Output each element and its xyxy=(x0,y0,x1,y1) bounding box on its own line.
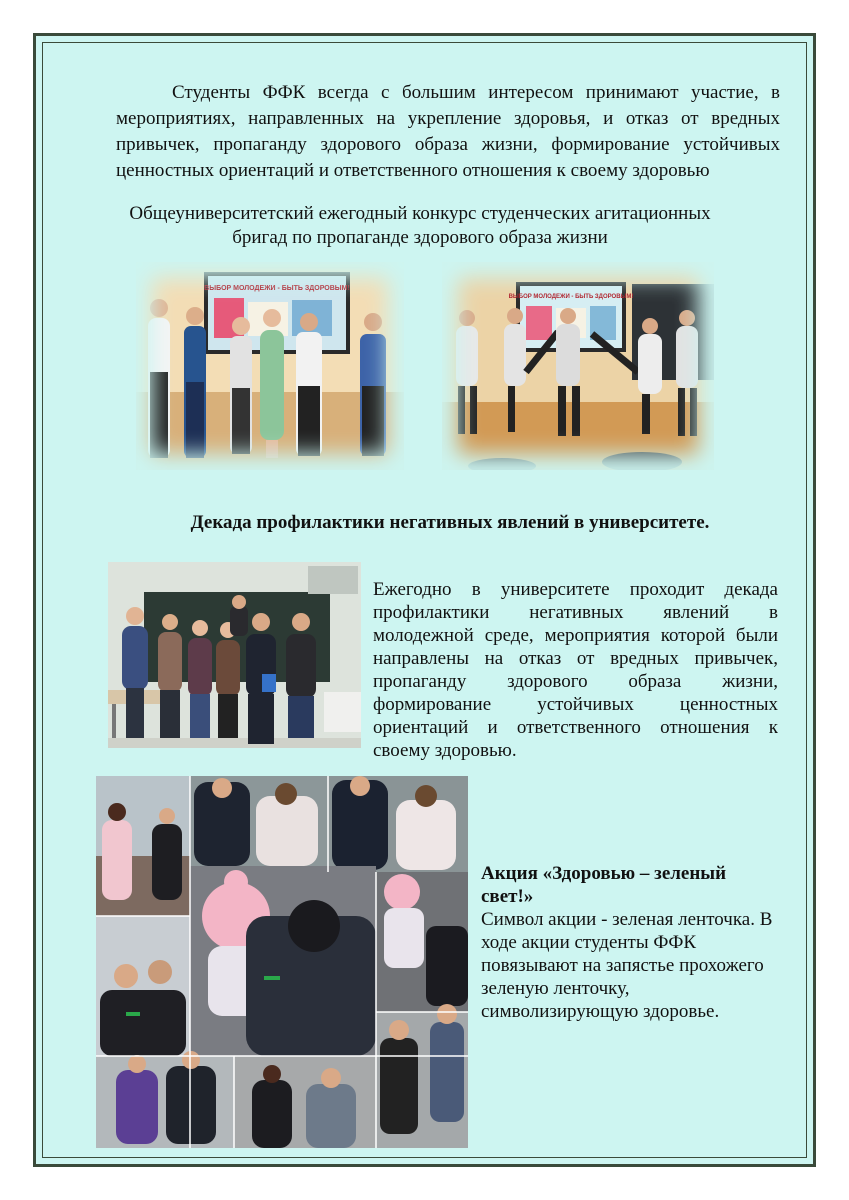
action-photo-collage xyxy=(96,776,468,1148)
photo2-screen-caption: ВЫБОР МОЛОДЕЖИ - БЫТЬ ЗДОРОВЫМ! xyxy=(508,294,634,300)
contest-photo-dance-image xyxy=(442,262,714,470)
contest-photo-team xyxy=(136,262,404,470)
action-paragraph: Символ акции - зеленая ленточка. В ходе акции студенты ФФК повязывают на запястье прохожего зеленую ленточку, символизирующую здоровье. xyxy=(481,909,773,1022)
decade-photo-group xyxy=(108,562,361,748)
photo1-screen-caption: ВЫБОР МОЛОДЕЖИ - БЫТЬ ЗДОРОВЫМ! xyxy=(204,285,350,292)
contest-photo-dance xyxy=(442,262,714,470)
contest-photo-team-image xyxy=(136,262,404,470)
decade-title: Декада профилактики негативных явлений в университете. xyxy=(190,512,710,533)
decade-photo-group-image xyxy=(108,562,361,748)
contest-title: Общеуниверситетский ежегодный конкурс студенческих агитационных бригад по пропаганде здорового образа жизни xyxy=(129,203,711,248)
intro-paragraph: Студенты ФФК всегда с большим интересом принимают участие, в мероприятиях, направленных на укрепление здоровья, и отказ от вредных привычек, пропаганду здорового образа жизни, формирование устойчивых ценностных ориентаций и ответственного отношения к своему здоровью xyxy=(116,82,780,181)
action-block xyxy=(481,862,781,1023)
decade-paragraph: Ежегодно в университете проходит декада профилактики негативных явлений в молодежной среде, мероприятия которой были направлены на отказ от вредных привычек, пропаганду здорового образа жизни, формирование устойчивых ценностных ориентаций и ответственного отношения к своему здоровью. xyxy=(373,579,778,761)
action-photo-collage-image xyxy=(96,776,468,1148)
action-title: Акция «Здоровью – зеленый свет!» xyxy=(481,863,727,907)
